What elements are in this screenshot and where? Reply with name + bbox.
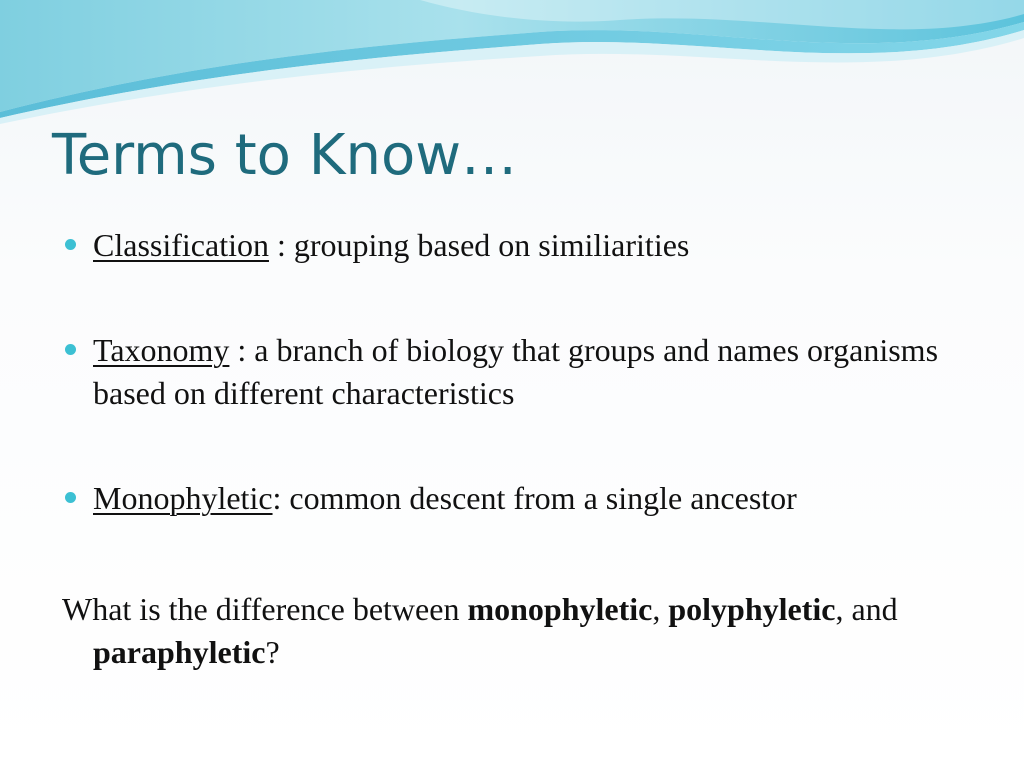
term-monophyletic: Monophyletic xyxy=(93,480,273,516)
term-classification: Classification xyxy=(93,227,269,263)
list-item xyxy=(62,329,992,415)
header-wave-decoration xyxy=(0,0,1024,130)
definition-taxonomy: : a branch of biology that groups and names organisms based on different characteristics xyxy=(93,332,939,411)
question-suffix: ? xyxy=(265,634,280,670)
question-separator: , and xyxy=(835,591,898,627)
question-text xyxy=(62,588,993,674)
list-item xyxy=(62,477,992,520)
term-taxonomy: Taxonomy xyxy=(93,332,230,368)
question-term-polyphyletic: polyphyletic xyxy=(668,591,836,627)
bullet-dot-icon xyxy=(65,492,76,503)
bullet-dot-icon xyxy=(65,239,76,250)
definition-classification: : grouping based on similiarities xyxy=(268,227,690,263)
question-separator: , xyxy=(652,591,669,627)
question-term-paraphyletic: paraphyletic xyxy=(93,634,266,670)
question-term-monophyletic: monophyletic xyxy=(467,591,653,627)
definition-monophyletic: : common descent from a single ancestor xyxy=(272,480,797,516)
terms-list xyxy=(62,224,992,520)
list-item xyxy=(62,224,992,267)
slide-title: Terms to Know… xyxy=(52,123,518,188)
bullet-dot-icon xyxy=(65,344,76,355)
question-prefix: What is the difference between xyxy=(62,591,468,627)
